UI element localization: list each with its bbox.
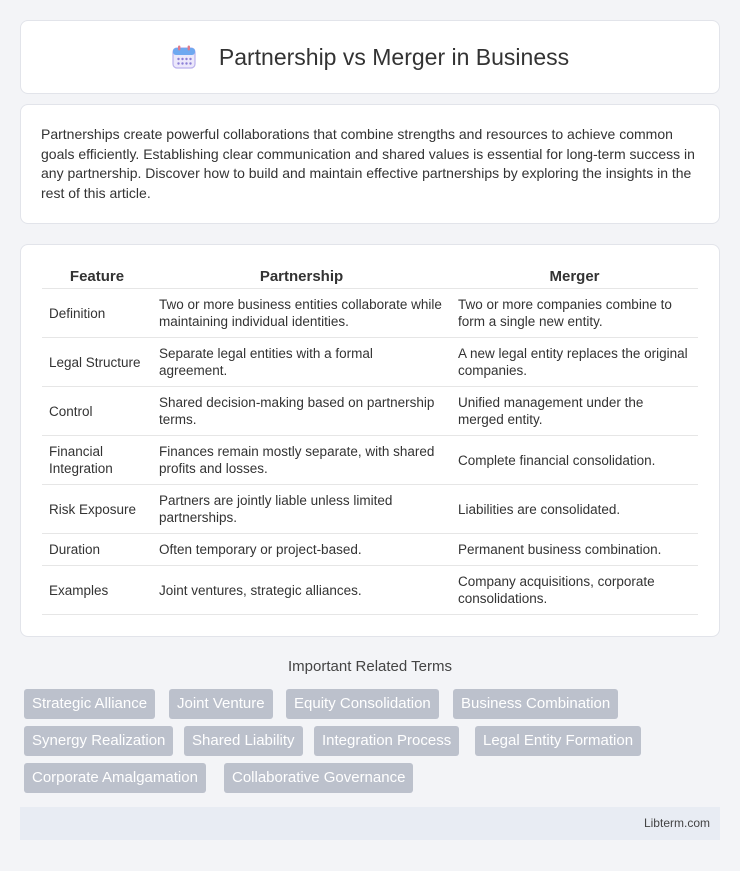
merger-cell: Two or more companies combine to form a single new entity. — [451, 289, 698, 338]
feature-cell: Legal Structure — [42, 338, 152, 387]
partnership-cell: Joint ventures, strategic alliances. — [152, 566, 451, 615]
table-row — [42, 566, 698, 615]
partnership-cell: Finances remain mostly separate, with shared profits and losses. — [152, 436, 451, 485]
term-tag[interactable]: Strategic Alliance — [24, 689, 155, 719]
merger-cell: Unified management under the merged entity. — [451, 387, 698, 436]
term-tag[interactable]: Corporate Amalgamation — [24, 763, 206, 793]
column-header-feature: Feature — [42, 265, 152, 289]
table-row — [42, 485, 698, 534]
term-tag[interactable]: Legal Entity Formation — [475, 726, 641, 756]
feature-cell: Control — [42, 387, 152, 436]
partnership-cell: Shared decision-making based on partnership terms. — [152, 387, 451, 436]
comparison-table-card — [20, 244, 720, 637]
table-row — [42, 534, 698, 566]
partnership-cell: Partners are jointly liable unless limited partnerships. — [152, 485, 451, 534]
footer-site-link[interactable]: Libterm.com — [643, 816, 710, 830]
term-tag[interactable]: Integration Process — [314, 726, 459, 756]
merger-cell: Liabilities are consolidated. — [451, 485, 698, 534]
term-tag[interactable]: Collaborative Governance — [224, 763, 413, 793]
table-row — [42, 338, 698, 387]
feature-cell: Risk Exposure — [42, 485, 152, 534]
merger-cell: Company acquisitions, corporate consolidations. — [451, 566, 698, 615]
term-tag[interactable]: Synergy Realization — [24, 726, 173, 756]
partnership-cell: Often temporary or project-based. — [152, 534, 451, 566]
merger-cell: A new legal entity replaces the original companies. — [451, 338, 698, 387]
intro-text: Partnerships create powerful collaborations that combine strengths and resources to achieve common goals efficiently. Establishing clear communication and shared values is essential for long-term success in any partnership. Discover how to build and maintain effective partnerships by exploring the insights in the rest of this article. — [41, 126, 695, 201]
feature-cell: Definition — [42, 289, 152, 338]
footer — [20, 807, 720, 840]
header-card — [20, 20, 720, 94]
merger-cell: Complete financial consolidation. — [451, 436, 698, 485]
comparison-table — [42, 265, 698, 615]
column-header-partnership: Partnership — [152, 265, 451, 289]
table-row — [42, 387, 698, 436]
term-tag[interactable]: Equity Consolidation — [286, 689, 439, 719]
merger-cell: Permanent business combination. — [451, 534, 698, 566]
column-header-merger: Merger — [451, 265, 698, 289]
calendar-icon — [171, 44, 197, 70]
term-tag[interactable]: Shared Liability — [184, 726, 303, 756]
page-title: Partnership vs Merger in Business — [218, 43, 570, 70]
feature-cell: Duration — [42, 534, 152, 566]
intro-card — [20, 104, 720, 224]
feature-cell: Examples — [42, 566, 152, 615]
partnership-cell: Two or more business entities collaborate while maintaining individual identities. — [152, 289, 451, 338]
term-tag[interactable]: Joint Venture — [169, 689, 273, 719]
table-row — [42, 436, 698, 485]
term-tag[interactable]: Business Combination — [453, 689, 618, 719]
table-row — [42, 289, 698, 338]
related-terms-title: Important Related Terms — [288, 658, 452, 675]
partnership-cell: Separate legal entities with a formal agreement. — [152, 338, 451, 387]
feature-cell: Financial Integration — [42, 436, 152, 485]
table-header-row — [42, 265, 698, 289]
